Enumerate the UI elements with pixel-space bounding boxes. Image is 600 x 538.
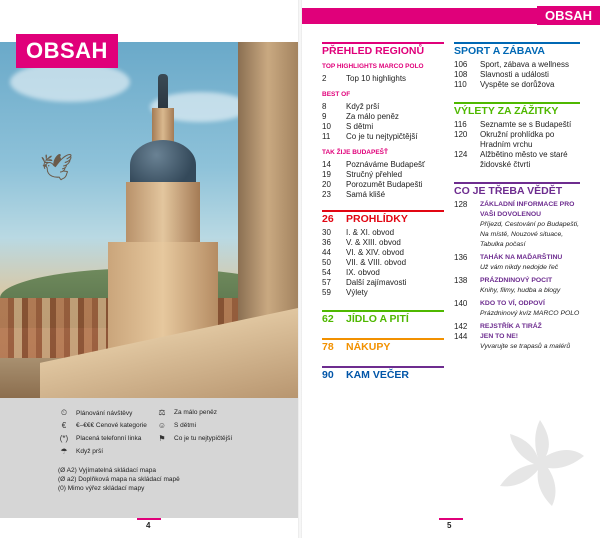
map-legend-line: (Ø A2) Vyjímatelná skládací mapa xyxy=(58,467,157,474)
toc-row[interactable] xyxy=(454,200,580,250)
toc-page: 124 xyxy=(454,150,468,159)
toc-row[interactable] xyxy=(322,112,444,122)
toc-row[interactable] xyxy=(454,70,580,80)
toc-title: S dětmi xyxy=(346,122,374,131)
section-title: PROHLÍDKY xyxy=(346,213,408,225)
toc-page: 8 xyxy=(322,102,327,111)
legend-label: S dětmi xyxy=(174,422,197,429)
toc-page: 140 xyxy=(454,299,468,308)
toc-title: Vyspěte se dorůžova xyxy=(480,80,555,89)
toc-title: Za málo peněz xyxy=(346,112,399,121)
map-legend-line: (Ø a2) Doplňková mapa na skládací mapě xyxy=(58,476,180,483)
section-page: 90 xyxy=(322,369,334,381)
legend-item xyxy=(58,421,147,430)
legend-item xyxy=(58,447,103,456)
toc-page: 23 xyxy=(322,190,331,199)
header-title: OBSAH xyxy=(537,6,600,25)
umbrella-icon: ☂ xyxy=(60,447,68,456)
toc-row[interactable] xyxy=(454,120,580,130)
toc-page: 30 xyxy=(322,228,331,237)
section-jidlo xyxy=(322,310,444,324)
toc-title: Okružní prohlídka po Hradním vrchu xyxy=(480,130,555,149)
toc-row[interactable] xyxy=(322,278,444,288)
page-title: OBSAH xyxy=(16,34,118,68)
toc-title: Slavnosti a události xyxy=(480,70,549,79)
toc-row[interactable] xyxy=(454,150,580,170)
toc-page: 9 xyxy=(322,112,327,121)
section-kam-vecer xyxy=(322,366,444,380)
toc-row[interactable] xyxy=(322,180,444,190)
toc-title: TAHÁK NA MAĎARŠTINU xyxy=(480,254,563,261)
toc-title: JEN TO NE! xyxy=(480,333,519,340)
legend-item xyxy=(156,408,217,417)
toc-row[interactable] xyxy=(322,160,444,170)
section-page: 62 xyxy=(322,313,334,325)
section-heading: PŘEHLED REGIONŮ xyxy=(322,42,444,56)
toc-page: 2 xyxy=(322,74,327,83)
section-nakupy xyxy=(322,338,444,352)
toc-row[interactable] xyxy=(322,170,444,180)
toc-page: 120 xyxy=(454,130,468,139)
left-page xyxy=(0,0,298,538)
toc-title: Co je tu nejtypičtější xyxy=(346,132,418,141)
map-legend-line: (0) Mimo výřez skládací mapy xyxy=(58,485,145,492)
toc-title: VII. & VIII. obvod xyxy=(346,258,407,267)
section-title: NÁKUPY xyxy=(346,341,391,353)
child-icon: ☺ xyxy=(157,421,167,430)
page-number: 4 xyxy=(146,521,151,530)
asterisk-icon: (*) xyxy=(59,434,69,443)
toc-page: 19 xyxy=(322,170,331,179)
toc-page: 20 xyxy=(322,180,331,189)
legend-item xyxy=(156,434,232,443)
section-page: 26 xyxy=(322,213,334,225)
section-heading[interactable] xyxy=(322,338,444,352)
toc-page: 108 xyxy=(454,70,468,79)
toc-row[interactable] xyxy=(322,248,444,258)
toc-page: 14 xyxy=(322,160,331,169)
section-prehled xyxy=(322,42,444,200)
flag-icon: ⚑ xyxy=(158,434,166,443)
subsection-heading: TAK ŽIJE BUDAPEŠŤ xyxy=(322,149,388,156)
toc-column-1 xyxy=(322,42,444,387)
toc-row[interactable] xyxy=(454,276,580,296)
tower-lantern xyxy=(152,108,174,142)
toc-subtitle: Vyvarujte se trapasů a malérů xyxy=(480,343,571,350)
legend-label: Když prší xyxy=(76,448,104,455)
toc-subtitle: Prázdninový kvíz MARCO POLO xyxy=(480,310,580,317)
section-sport xyxy=(454,42,580,90)
section-heading[interactable] xyxy=(322,210,444,224)
toc-page: 36 xyxy=(322,238,331,247)
toc-title: ZÁKLADNÍ INFORMACE PRO VAŠI DOVOLENOU xyxy=(480,201,575,218)
basilica-tower xyxy=(108,72,218,362)
marco-polo-star-icon xyxy=(490,412,590,512)
toc-title: VI. & XIV. obvod xyxy=(346,248,404,257)
page-number-rule xyxy=(439,518,463,520)
money-icon: € xyxy=(61,421,67,430)
toc-page: 11 xyxy=(322,132,331,141)
toc-row[interactable] xyxy=(454,253,580,273)
legend-item xyxy=(156,421,196,430)
tower-spire xyxy=(158,74,168,110)
section-vylety xyxy=(454,102,580,170)
coins-icon: ⚖ xyxy=(158,408,166,417)
toc-page: 10 xyxy=(322,122,331,131)
toc-title: Sport, zábava a wellness xyxy=(480,60,569,69)
toc-row[interactable] xyxy=(454,80,580,90)
page-number-rule xyxy=(137,518,161,520)
legend-label: Co je tu nejtypičtější xyxy=(174,435,233,442)
section-heading[interactable] xyxy=(322,366,444,380)
toc-page: 144 xyxy=(454,332,468,341)
legend-item xyxy=(58,408,132,418)
toc-title: Výlety xyxy=(346,288,368,297)
toc-subtitle: Příjezd, Cestování po Budapešti, Na místě, Nouzové situace, Tabulka počasí xyxy=(480,221,579,248)
section-page: 78 xyxy=(322,341,334,353)
toc-page: 44 xyxy=(322,248,331,257)
toc-page: 128 xyxy=(454,200,468,209)
toc-row[interactable] xyxy=(322,190,444,200)
toc-row[interactable] xyxy=(322,238,444,248)
legend-item xyxy=(58,434,141,443)
toc-title: REJSTŘÍK A TIRÁŽ xyxy=(480,323,542,330)
toc-page: 54 xyxy=(322,268,331,277)
legend-label: Plánování návštěvy xyxy=(76,409,133,417)
cover-photo xyxy=(0,42,298,398)
section-prohlidky xyxy=(322,210,444,298)
toc-row[interactable] xyxy=(322,122,444,132)
toc-page: 110 xyxy=(454,80,467,89)
toc-title: Top 10 highlights xyxy=(346,74,407,83)
toc-row[interactable] xyxy=(322,268,444,278)
toc-subtitle: Už vám nikdy nedojde řeč xyxy=(480,264,559,271)
clock-icon: ⏲ xyxy=(60,408,68,417)
legend-label: Placená telefonní linka xyxy=(76,435,142,442)
section-title: JÍDLO A PITÍ xyxy=(346,313,409,325)
toc-page: 59 xyxy=(322,288,331,297)
legend-label: Za málo peněz xyxy=(174,409,217,416)
toc-title: Alžbětino město ve staré židovské čtvrti xyxy=(480,150,568,169)
toc-row[interactable] xyxy=(322,102,444,112)
toc-page: 142 xyxy=(454,322,468,331)
toc-subtitle: Knihy, filmy, hudba a blogy xyxy=(480,287,561,294)
toc-title: PRÁZDNINOVÝ POCIT xyxy=(480,277,553,284)
seagull-icon: 🕊 xyxy=(40,152,74,182)
toc-page: 138 xyxy=(454,276,468,285)
section-heading[interactable] xyxy=(322,310,444,324)
toc-column-2 xyxy=(454,42,580,359)
toc-page: 57 xyxy=(322,278,331,287)
toc-title: V. & XIII. obvod xyxy=(346,238,401,247)
subsection-heading: TOP HIGHLIGHTS MARCO POLO xyxy=(322,63,424,70)
toc-row[interactable] xyxy=(322,132,444,142)
toc-row[interactable] xyxy=(454,322,580,332)
section-heading: SPORT A ZÁBAVA xyxy=(454,42,580,56)
toc-title: IX. obvod xyxy=(346,268,380,277)
toc-row[interactable] xyxy=(322,288,444,298)
subsection-heading: BEST OF xyxy=(322,91,351,98)
section-heading: CO JE TŘEBA VĚDĚT xyxy=(454,182,580,196)
map-legend xyxy=(58,466,180,493)
toc-title: Když prší xyxy=(346,102,380,111)
toc-title: Stručný přehled xyxy=(346,170,403,179)
right-page xyxy=(302,0,600,538)
toc-row[interactable] xyxy=(454,130,580,150)
section-heading: VÝLETY ZA ZÁŽITKY xyxy=(454,102,580,116)
tower-drum xyxy=(126,182,200,242)
toc-row[interactable] xyxy=(454,60,580,70)
toc-row[interactable] xyxy=(322,228,444,238)
toc-page: 106 xyxy=(454,60,468,69)
toc-row[interactable] xyxy=(322,258,444,268)
toc-title: Poznáváme Budapešť xyxy=(346,160,426,169)
toc-page: 116 xyxy=(454,120,467,129)
toc-title: Samá klišé xyxy=(346,190,386,199)
section-title: KAM VEČER xyxy=(346,369,410,381)
toc-row[interactable] xyxy=(454,299,580,319)
toc-title: KDO TO VÍ, ODPOVÍ xyxy=(480,300,545,307)
toc-title: Seznamte se s Budapeští xyxy=(480,120,572,129)
toc-title: Další zajímavosti xyxy=(346,278,407,287)
page-number: 5 xyxy=(447,521,452,530)
legend xyxy=(0,398,298,518)
toc-title: I. & XI. obvod xyxy=(346,228,395,237)
toc-row[interactable] xyxy=(322,74,444,84)
toc-title: Porozumět Budapešti xyxy=(346,180,423,189)
toc-page: 136 xyxy=(454,253,468,262)
toc-page: 50 xyxy=(322,258,331,267)
section-co-vedet xyxy=(454,182,580,352)
legend-label: €–€€€ Cenové kategorie xyxy=(76,422,147,429)
toc-row[interactable] xyxy=(454,332,580,352)
